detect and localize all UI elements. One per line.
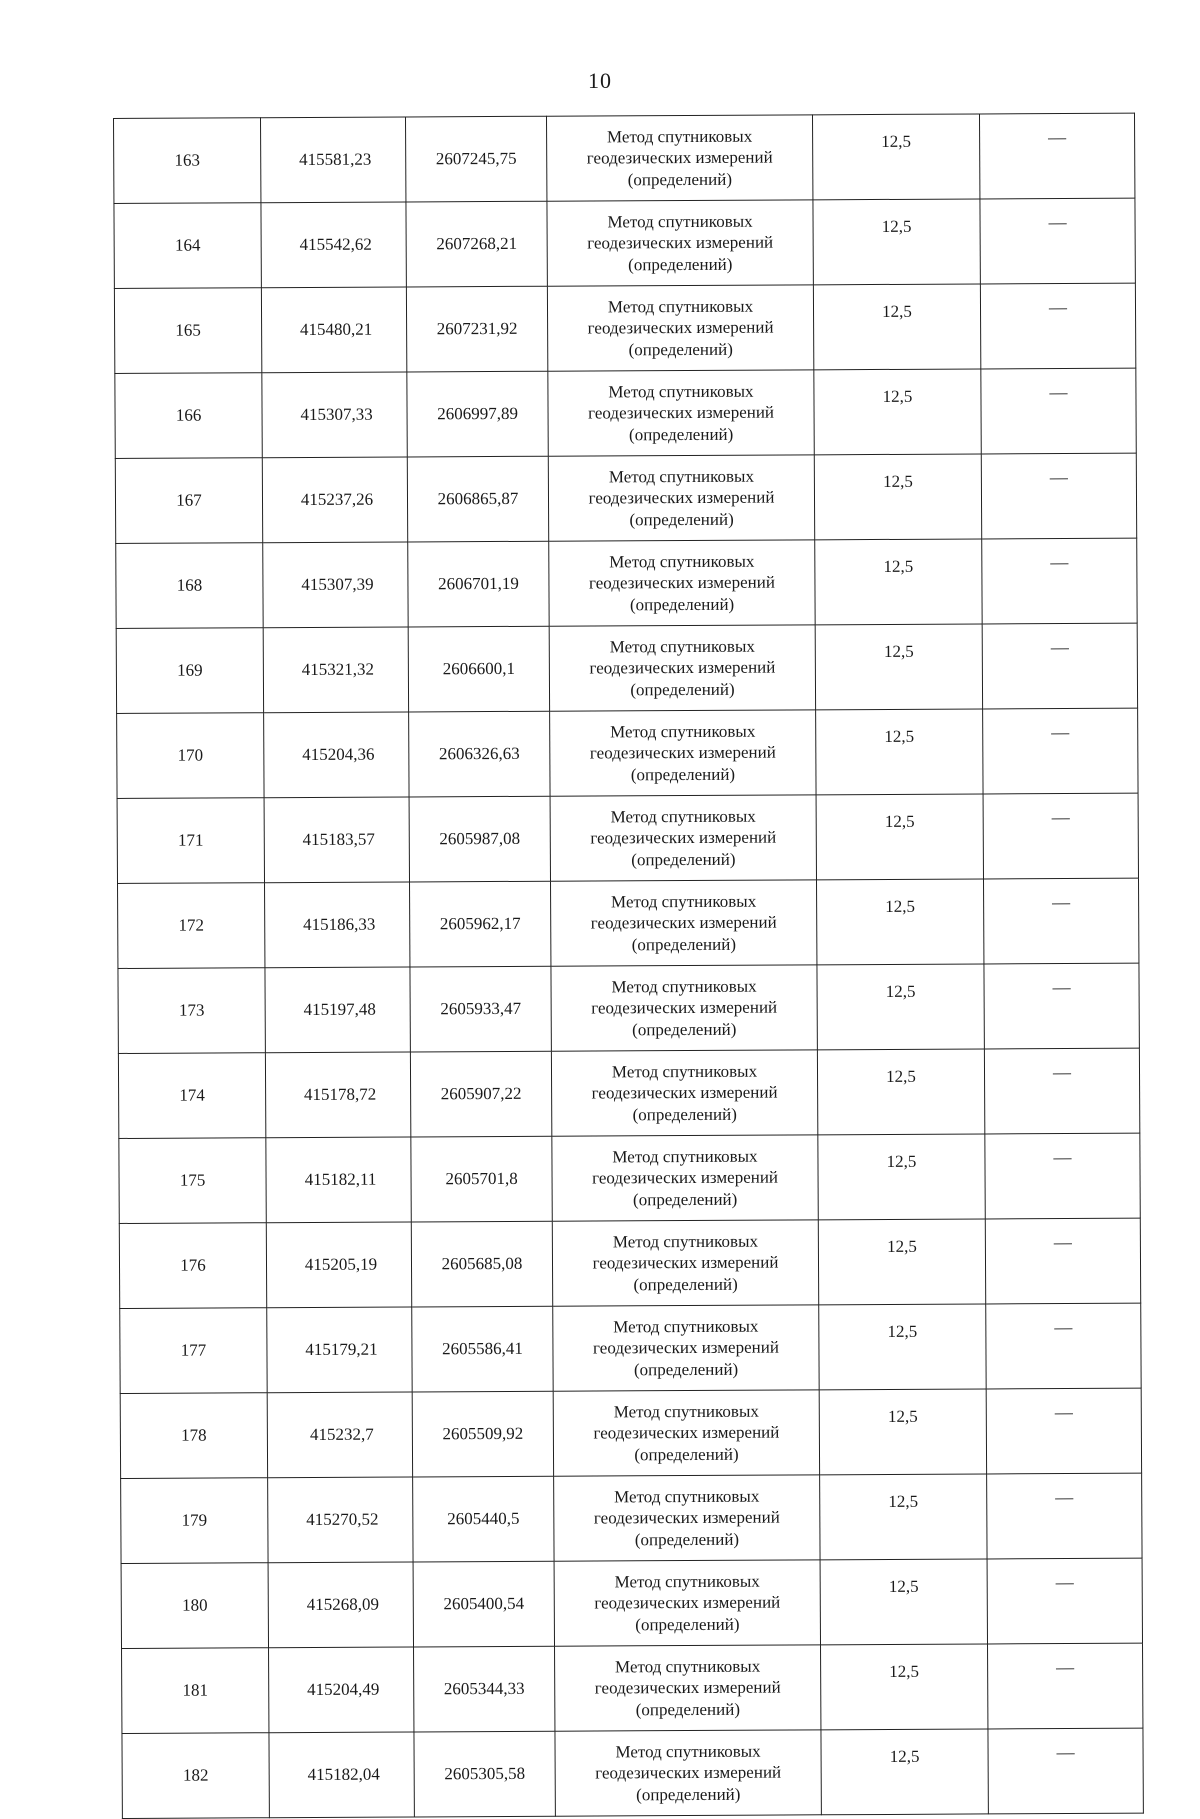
description-cell: — (987, 1473, 1142, 1559)
method-cell (555, 1730, 821, 1816)
x-coordinate-cell: 415186,33 (265, 882, 410, 968)
point-number-cell: 178 (120, 1393, 267, 1479)
accuracy-cell: 12,5 (818, 1134, 985, 1220)
y-coordinate-cell: 2605987,08 (409, 796, 550, 882)
method-line: геодезических измерений (591, 1082, 778, 1103)
accuracy-cell: 12,5 (817, 1049, 984, 1135)
point-number-cell: 180 (121, 1563, 268, 1649)
coordinates-table (113, 113, 1144, 1819)
table-row (118, 1048, 1139, 1138)
y-coordinate-cell: 2605907,22 (410, 1051, 551, 1137)
y-coordinate-cell: 2605344,33 (414, 1646, 555, 1732)
accuracy-cell: 12,5 (816, 794, 983, 880)
description-cell: — (986, 1388, 1141, 1474)
method-line: Метод спутниковых (612, 1146, 758, 1167)
method-cell (553, 1305, 819, 1391)
method-line: Метод спутниковых (612, 1231, 759, 1252)
method-line: геодезических измерений (588, 402, 775, 423)
y-coordinate-cell: 2606600,1 (408, 626, 549, 712)
x-coordinate-cell: 415183,57 (264, 797, 409, 883)
method-line: Метод спутниковых (606, 126, 753, 147)
accuracy-cell: 12,5 (815, 624, 982, 710)
method-line: (определений) (632, 1189, 738, 1210)
x-coordinate-cell: 415204,36 (264, 712, 409, 798)
point-number-cell: 182 (122, 1733, 269, 1819)
y-coordinate-cell: 2605685,08 (411, 1221, 552, 1307)
method-line: Метод спутниковых (611, 1061, 758, 1082)
method-line: Метод спутниковых (613, 1316, 759, 1337)
method-line: геодезических измерений (592, 1337, 779, 1358)
x-coordinate-cell: 415270,52 (268, 1477, 413, 1563)
method-cell (555, 1645, 821, 1731)
method-line: (определений) (634, 1529, 740, 1550)
y-coordinate-cell: 2605440,5 (413, 1476, 554, 1562)
x-coordinate-cell: 415179,21 (267, 1307, 412, 1393)
method-line: (определений) (635, 1614, 740, 1635)
method-line: геодезических измерений (589, 742, 776, 763)
description-cell: — (983, 793, 1138, 879)
method-line: Метод спутниковых (608, 381, 754, 402)
description-cell: — (988, 1643, 1143, 1729)
point-number-cell: 176 (119, 1223, 266, 1309)
point-number-cell: 164 (114, 203, 261, 289)
description-cell: — (985, 1218, 1140, 1304)
point-number-cell: 181 (122, 1648, 269, 1734)
method-cell (551, 880, 817, 966)
method-line: Метод спутниковых (607, 296, 754, 317)
table-row (119, 1218, 1140, 1308)
method-line: (определений) (633, 1274, 738, 1295)
table-row (118, 878, 1139, 968)
y-coordinate-cell: 2606997,89 (407, 371, 548, 457)
y-coordinate-cell: 2606701,19 (408, 541, 549, 627)
description-cell: — (982, 538, 1137, 624)
point-number-cell: 171 (117, 798, 264, 884)
table-row (119, 1133, 1140, 1223)
point-number-cell: 170 (117, 713, 264, 799)
method-line: (определений) (629, 509, 734, 530)
table-row (114, 198, 1135, 288)
description-cell: — (987, 1558, 1142, 1644)
method-line: геодезических измерений (590, 912, 777, 933)
point-number-cell: 163 (114, 118, 261, 204)
description-cell: — (982, 623, 1137, 709)
method-cell (551, 1050, 817, 1136)
description-cell: — (979, 113, 1134, 199)
point-number-cell: 174 (118, 1053, 265, 1139)
method-line: геодезических измерений (592, 1252, 779, 1273)
method-line: Метод спутниковых (614, 1571, 760, 1592)
x-coordinate-cell: 415307,33 (262, 372, 407, 458)
y-coordinate-cell: 2607231,92 (406, 286, 547, 372)
method-line: Метод спутниковых (610, 721, 756, 742)
description-cell: — (981, 368, 1136, 454)
accuracy-cell: 12,5 (813, 199, 980, 285)
method-line: геодезических измерений (587, 317, 774, 338)
page-number: 10 (588, 68, 612, 93)
method-cell (550, 795, 816, 881)
x-coordinate-cell: 415542,62 (261, 202, 406, 288)
method-line: (определений) (632, 1019, 737, 1040)
method-line: Метод спутниковых (609, 551, 755, 572)
method-line: Метод спутниковых (610, 891, 757, 912)
method-line: геодезических измерений (589, 657, 776, 678)
accuracy-cell: 12,5 (816, 709, 983, 795)
method-cell (551, 965, 817, 1051)
method-line: (определений) (633, 1359, 739, 1380)
table-row (121, 1558, 1142, 1648)
point-number-cell: 169 (116, 628, 263, 714)
method-cell (552, 1135, 818, 1221)
method-line: Метод спутниковых (611, 976, 757, 997)
method-cell (554, 1475, 820, 1561)
accuracy-cell: 12,5 (816, 879, 983, 965)
method-line: геодезических измерений (594, 1592, 781, 1613)
x-coordinate-cell: 415178,72 (265, 1052, 410, 1138)
method-line: (определений) (636, 1784, 741, 1805)
point-number-cell: 179 (121, 1478, 268, 1564)
accuracy-cell: 12,5 (820, 1559, 987, 1645)
table-row (118, 963, 1139, 1053)
method-line: (определений) (631, 849, 736, 870)
point-number-cell: 172 (118, 883, 265, 969)
point-number-cell: 177 (120, 1308, 267, 1394)
table-row (122, 1643, 1143, 1733)
method-line: геодезических измерений (586, 147, 773, 168)
method-cell (550, 710, 816, 796)
x-coordinate-cell: 415197,48 (265, 967, 410, 1053)
method-line: (определений) (628, 424, 734, 445)
description-cell: — (986, 1303, 1141, 1389)
method-line: (определений) (630, 764, 736, 785)
y-coordinate-cell: 2607268,21 (406, 201, 547, 287)
method-cell (553, 1390, 819, 1476)
method-line: Метод спутниковых (609, 636, 755, 657)
point-number-cell: 173 (118, 968, 265, 1054)
method-line: (определений) (632, 1104, 737, 1125)
y-coordinate-cell: 2605509,92 (412, 1391, 553, 1477)
method-line: (определений) (628, 254, 733, 275)
point-number-cell: 167 (115, 458, 262, 544)
y-coordinate-cell: 2606326,63 (409, 711, 550, 797)
table-row (121, 1473, 1142, 1563)
point-number-cell: 168 (116, 543, 263, 629)
x-coordinate-cell: 415581,23 (261, 117, 406, 203)
x-coordinate-cell: 415205,19 (266, 1222, 411, 1308)
accuracy-cell: 12,5 (814, 454, 981, 540)
method-line: (определений) (627, 169, 733, 190)
y-coordinate-cell: 2606865,87 (407, 456, 548, 542)
description-cell: — (983, 878, 1138, 964)
description-cell: — (985, 1133, 1140, 1219)
table-row (114, 283, 1135, 373)
description-cell: — (988, 1728, 1143, 1814)
method-line: Метод спутниковых (607, 211, 753, 232)
description-cell: — (984, 963, 1139, 1049)
x-coordinate-cell: 415204,49 (269, 1647, 414, 1733)
x-coordinate-cell: 415268,09 (268, 1562, 413, 1648)
method-line: Метод спутниковых (615, 1741, 761, 1762)
table-row (122, 1728, 1143, 1818)
point-number-cell: 175 (119, 1138, 266, 1224)
y-coordinate-cell: 2605305,58 (414, 1731, 555, 1817)
x-coordinate-cell: 415307,39 (263, 542, 408, 628)
accuracy-cell: 12,5 (817, 964, 984, 1050)
y-coordinate-cell: 2605586,41 (412, 1306, 553, 1392)
method-line: геодезических измерений (593, 1507, 780, 1528)
accuracy-cell: 12,5 (819, 1389, 986, 1475)
method-cell (547, 200, 813, 286)
x-coordinate-cell: 415182,11 (266, 1137, 411, 1223)
coordinates-table-body (114, 113, 1144, 1818)
method-line: геодезических измерений (590, 827, 777, 848)
accuracy-cell: 12,5 (819, 1304, 986, 1390)
method-cell (552, 1220, 818, 1306)
accuracy-cell: 12,5 (814, 369, 981, 455)
table-row (116, 538, 1137, 628)
y-coordinate-cell: 2605962,17 (410, 881, 551, 967)
method-line: геодезических измерений (593, 1422, 780, 1443)
method-line: геодезических измерений (591, 997, 778, 1018)
method-line: (определений) (629, 594, 735, 615)
method-line: (определений) (630, 679, 735, 700)
method-line: Метод спутниковых (613, 1401, 759, 1422)
description-cell: — (980, 198, 1135, 284)
table-row (116, 623, 1137, 713)
method-cell (546, 115, 812, 201)
x-coordinate-cell: 415321,32 (263, 627, 408, 713)
method-line: (определений) (634, 1444, 739, 1465)
method-line: Метод спутниковых (614, 1486, 760, 1507)
method-cell (547, 285, 813, 371)
accuracy-cell: 12,5 (813, 284, 980, 370)
point-number-cell: 166 (115, 373, 262, 459)
description-cell: — (983, 708, 1138, 794)
table-row (117, 793, 1138, 883)
method-line: геодезических измерений (588, 572, 775, 593)
table-row (120, 1303, 1141, 1393)
method-line: Метод спутниковых (610, 806, 756, 827)
accuracy-cell: 12,5 (818, 1219, 985, 1305)
method-line: Метод спутниковых (614, 1656, 761, 1677)
method-cell (549, 625, 815, 711)
table-row (117, 708, 1138, 798)
method-line: геодезических измерений (587, 232, 774, 253)
method-cell (548, 455, 814, 541)
method-line: геодезических измерений (595, 1762, 782, 1783)
method-cell (548, 370, 814, 456)
method-cell (554, 1560, 820, 1646)
accuracy-cell: 12,5 (820, 1474, 987, 1560)
accuracy-cell: 12,5 (812, 114, 979, 200)
x-coordinate-cell: 415237,26 (262, 457, 407, 543)
y-coordinate-cell: 2605701,8 (411, 1136, 552, 1222)
coordinates-table-container (113, 113, 1133, 1819)
y-coordinate-cell: 2605933,47 (410, 966, 551, 1052)
method-line: геодезических измерений (588, 487, 775, 508)
method-line: (определений) (628, 339, 733, 360)
table-row (115, 453, 1136, 543)
method-line: Метод спутниковых (608, 466, 755, 487)
table-row (115, 368, 1136, 458)
method-line: геодезических измерений (592, 1167, 779, 1188)
x-coordinate-cell: 415480,21 (261, 287, 406, 373)
table-row (120, 1388, 1141, 1478)
accuracy-cell: 12,5 (821, 1644, 988, 1730)
method-line: (определений) (635, 1699, 741, 1720)
y-coordinate-cell: 2605400,54 (413, 1561, 554, 1647)
method-line: (определений) (631, 934, 737, 955)
x-coordinate-cell: 415182,04 (269, 1732, 414, 1818)
y-coordinate-cell: 2607245,75 (405, 116, 546, 202)
accuracy-cell: 12,5 (815, 539, 982, 625)
description-cell: — (980, 283, 1135, 369)
description-cell: — (984, 1048, 1139, 1134)
accuracy-cell: 12,5 (821, 1729, 988, 1815)
method-cell (549, 540, 815, 626)
point-number-cell: 165 (114, 288, 261, 374)
method-line: геодезических измерений (594, 1677, 781, 1698)
description-cell: — (981, 453, 1136, 539)
table-row (114, 113, 1135, 203)
x-coordinate-cell: 415232,7 (267, 1392, 412, 1478)
